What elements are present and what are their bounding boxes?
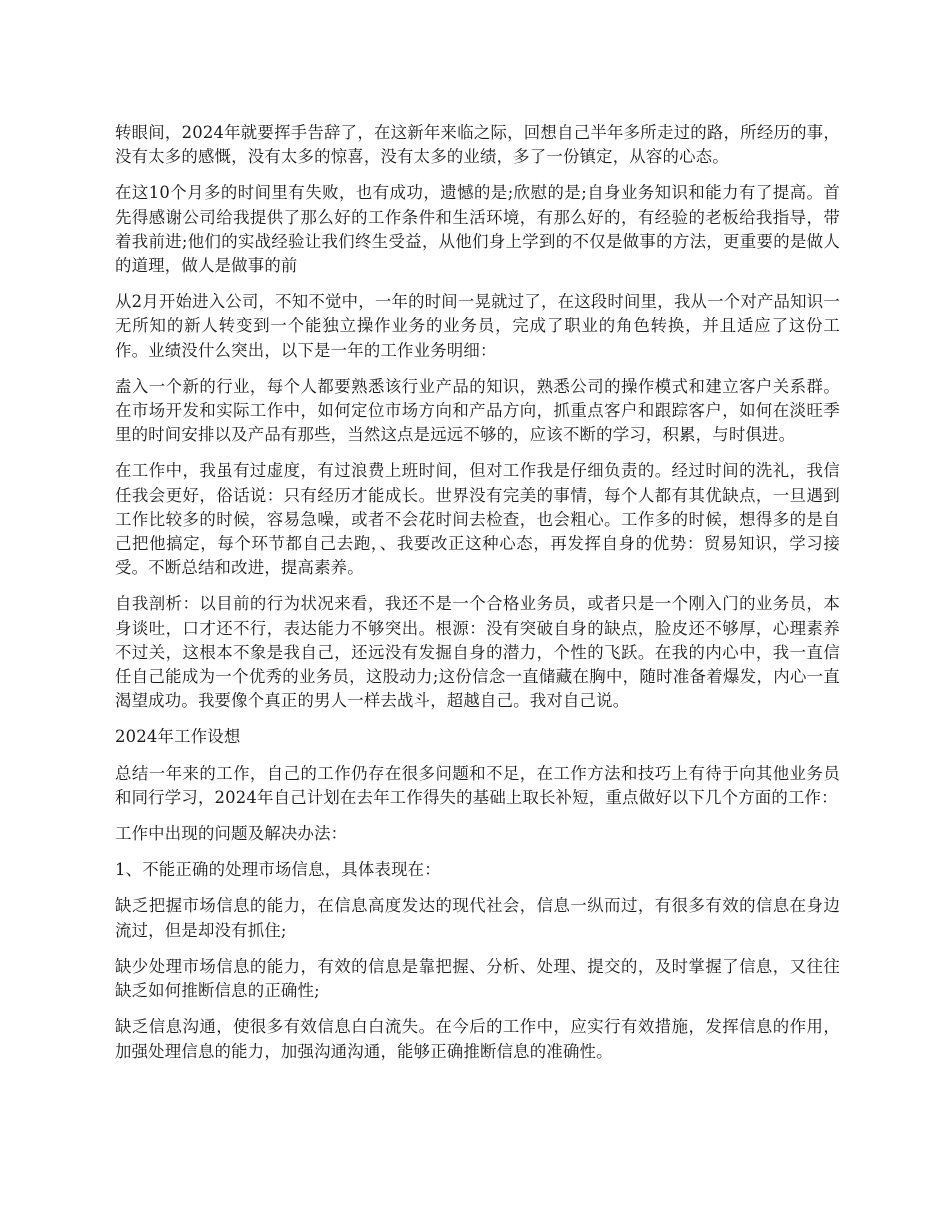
list-item-1: 1、不能正确的处理市场信息，具体表现在： [115, 860, 441, 880]
paragraph-info-grasp: 缺乏把握市场信息的能力，在信息高度发达的现代社会，信息一纵而过，有很多有效的信息在身边流过，但是却没有抓住; [115, 896, 840, 940]
paragraph-new-industry: 盍入一个新的行业，每个人都要熟悉该行业产品的知识，熟悉公司的操作模式和建立客户关系群。在市场开发和实际工作中，如何定位市场方向和产品方向，抓重点客户和跟踪客户，如何在淡旺季里的时间安排以及产品有那些，当然这点是远远不够的，应该不断的学习，积累，与时俱进。 [115, 376, 840, 445]
paragraph-info-processing: 缺少处理市场信息的能力，有效的信息是靠把握、分析、处理、提交的，及时掌握了信息，又往往缺乏如何推断信息的正确性; [115, 956, 840, 1001]
paragraph-intro: 转眼间，2024年就要挥手告辞了，在这新年来临之际，回想自己半年多所走过的路，所经历的事，没有太多的感慨，没有太多的惊喜，没有太多的业绩，多了一份镇定，从容的心态。 [115, 123, 840, 167]
section-heading-plan: 2024年工作设想 [115, 727, 241, 747]
paragraph-reflection: 在这10个月多的时间里有失败，也有成功，遗憾的是;欣慰的是;自身业务知识和能力有了提高。首先得感谢公司给我提供了那么好的工作条件和生活环境，有那么好的，有经验的老板给我指导，带着我前进;他们的实战经验让我们终生受益，从他们身上学到的不仅是做事的方法，更重要的是做人的道理，做人是做事的前 [115, 183, 840, 276]
paragraph-self-analysis: 自我剖析：以目前的行为状况来看，我还不是一个合格业务员，或者只是一个刚入门的业务员，本身谈吐，口才还不行，表达能力不够突出。根源：没有突破自身的缺点，脸皮还不够厚，心理素养不过关，这根本不象是我自己，还远没有发掘自身的潜力，个性的飞跃。在我的内心中，我一直信任自己能成为一个优秀的业务员，这股动力;这份信念一直储藏在胸中，随时准备着爆发，内心一直渴望成功。我要像个真正的男人一样去战斗，超越自己。我对自己说。 [115, 594, 840, 711]
paragraph-work-attitude: 在工作中，我虽有过虚度，有过浪费上班时间，但对工作我是仔细负责的。经过时间的洗礼，我信任我会更好，俗话说：只有经历才能成长。世界没有完美的事情，每个人都有其优缺点，一旦遇到工作比较多的时候，容易急噪，或者不会花时间去检查，也会粗心。工作多的时候，想得多的是自己把他搞定，每个环节都自己去跑，、我要改正这种心态，再发挥自身的优势：贸易知识，学习接受。不断总结和改进，提高素养。 [115, 461, 840, 578]
paragraph-joining: 从2月开始进入公司，不知不觉中，一年的时间一晃就过了，在这段时间里，我从一个对产品知识一无所知的新人转变到一个能独立操作业务的业务员，完成了职业的角色转换，并且适应了这份工作。业绩没什么突出，以下是一年的工作业务明细： [115, 292, 840, 360]
document-body [115, 121, 840, 1076]
paragraph-info-communication: 缺乏信息沟通，使很多有效信息白白流失。在今后的工作中，应实行有效措施，发挥信息的作用，加强处理信息的能力，加强沟通沟通，能够正确推断信息的准确性。 [115, 1017, 840, 1061]
paragraph-summary: 总结一年来的工作，自己的工作仍存在很多问题和不足，在工作方法和技巧上有待于向其他业务员和同行学习，2024年自己计划在去年工作得失的基础上取长补短，重点做好以下几个方面的工作： [115, 763, 840, 807]
paragraph-problems-heading: 工作中出现的问题及解决办法： [115, 824, 348, 844]
